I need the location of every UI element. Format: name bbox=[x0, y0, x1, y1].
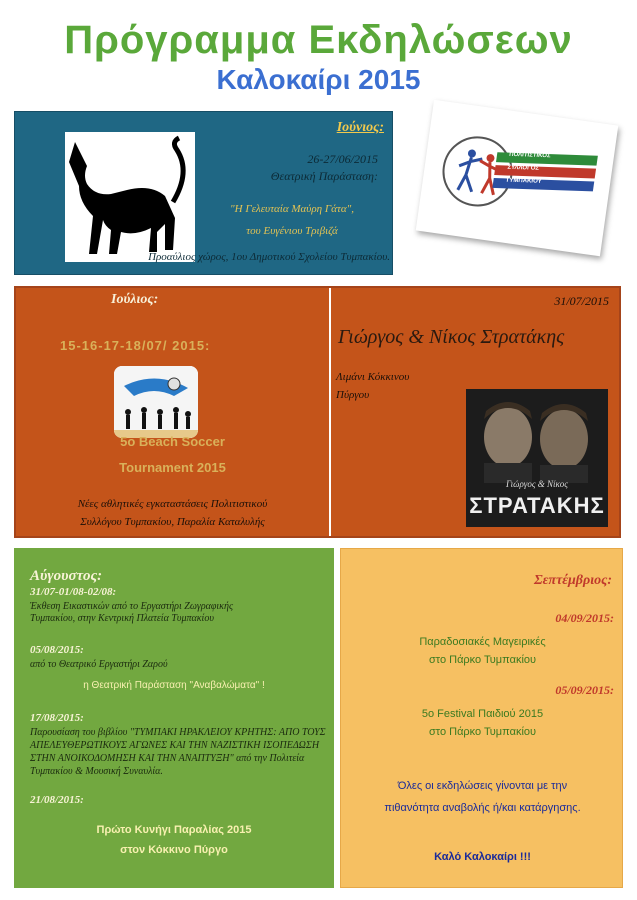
location-line-1: Λιμάνι Κόκκινου bbox=[336, 371, 410, 383]
august-month-label: Αύγουστος: bbox=[30, 568, 103, 584]
album-cover-image bbox=[466, 389, 608, 527]
september-event-1 bbox=[341, 633, 624, 669]
august-event-4-line1: Πρώτο Κυνήγι Παραλίας 2015 bbox=[96, 824, 252, 836]
september-event-1-line2: στο Πάρκο Τυμπακίου bbox=[428, 654, 537, 666]
cultural-association-logo bbox=[416, 100, 619, 257]
june-place: Προαύλιος χώρος, 1ου Δημοτικού Σχολείου Τυμπακίου. bbox=[148, 251, 390, 263]
september-event-1-line1: Παραδοσιακές Μαγειρικές bbox=[419, 636, 546, 648]
tournament-name-line1: 5o Beach Soccer bbox=[120, 434, 225, 449]
august-event-1-line2: Τυμπακίου, στην Κεντρική Πλατεία Τυμπακίου bbox=[30, 613, 214, 624]
september-section bbox=[340, 548, 623, 888]
logo-line-1: ΠΟΛΙΤΙΣΤΙΚΟΣ bbox=[508, 151, 551, 160]
september-date-1: 04/09/2015: bbox=[555, 611, 614, 625]
june-month-label: Ιούνιος: bbox=[336, 120, 384, 135]
note-line-1: Όλες οι εκδηλώσεις γίνονται με την bbox=[397, 780, 568, 792]
logo-line-2: ΣΥΛΛΟΓΟΣ bbox=[506, 164, 540, 172]
logo-text bbox=[505, 149, 552, 189]
page-subtitle: Καλοκαίρι 2015 bbox=[216, 64, 421, 95]
august-event-1-line1: Έκθεση Εικαστικών από το Εργαστήρι Ζωγραφικής bbox=[30, 601, 234, 612]
july-section bbox=[14, 286, 621, 538]
august-date-4: 21/08/2015: bbox=[30, 794, 84, 806]
june-section bbox=[14, 111, 393, 275]
august-event-2-title: η Θεατρική Παράσταση "Αναβαλώματα" ! bbox=[83, 680, 265, 691]
farewell-text: Καλό Καλοκαίρι !!! bbox=[434, 851, 531, 863]
page-title: Πρόγραμμα Εκδηλώσεων bbox=[64, 18, 573, 62]
note-line-2: πιθανότητα αναβολής ή/και κατάργησης. bbox=[384, 802, 581, 814]
september-event-2 bbox=[341, 705, 624, 741]
july-tournament-dates: 15-16-17-18/07/ 2015: bbox=[60, 338, 211, 353]
album-name: ΣΤΡΑΤΑΚΗΣ bbox=[469, 493, 605, 518]
august-event-3: Παρουσίαση του βιβλίου "ΤΥΜΠΑΚΙ ΗΡΑΚΛΕΙΟΥ ΚΡΗΤΗΣ: ΑΠΟ ΤΟΥΣ ΑΠΕΛΕΥΘΕΡΩΤΙΚΟΥΣ ΑΓΩΝΕΣ ΚΑΙ ΤΗΝ ΝΑΖΙΣΤΙΚΗ ΙΣΟΠΕΔΩΣΗ ΣΤΗΝ ΑΝΟΙΚΟΔΟΜΗΣΗ ΚΑΙ ΤΗΝ ΑΝΑΠΤΥΞΗ" από την Πολιτεία Τυμπακίου & Μουσική Συναυλία. bbox=[30, 727, 326, 777]
september-date-2: 05/09/2015: bbox=[555, 683, 614, 697]
concert-date: 31/07/2015 bbox=[554, 294, 609, 308]
location-line-2: Πύργου bbox=[336, 389, 370, 401]
july-divider bbox=[329, 288, 331, 536]
concert-location bbox=[336, 368, 409, 404]
august-event-2: από το Θεατρικό Εργαστήρι Ζαρού bbox=[30, 659, 168, 670]
august-section bbox=[14, 548, 334, 888]
september-note bbox=[341, 775, 624, 819]
august-date-3: 17/08/2015: bbox=[30, 712, 84, 724]
august-date-1: 31/07-01/08-02/08: bbox=[30, 586, 117, 598]
september-event-2-line1: 5ο Festival Παιδιού 2015 bbox=[421, 708, 544, 720]
june-play-author: του Ευγένιου Τριβιζά bbox=[246, 225, 338, 237]
august-event-4-line2: στον Κόκκινο Πύργο bbox=[120, 844, 228, 856]
september-event-2-line2: στο Πάρκο Τυμπακίου bbox=[428, 726, 537, 738]
august-date-2: 05/08/2015: bbox=[30, 644, 84, 656]
june-play-title bbox=[202, 198, 382, 242]
june-play-name: "Η Γελευταία Μαύρη Γάτα", bbox=[230, 203, 354, 215]
june-event-type: Θεατρική Παράσταση: bbox=[270, 169, 378, 183]
black-cat-image bbox=[65, 132, 195, 262]
july-month-label: Ιούλιος: bbox=[111, 292, 159, 307]
beach-soccer-image bbox=[114, 366, 198, 438]
logo-line-3: ΤΥΜΠΑΚΙΟΥ bbox=[505, 177, 542, 185]
september-month-label: Σεπτέμβριος: bbox=[534, 573, 612, 588]
concert-artist: Γιώργος & Νίκος Στρατάκης bbox=[338, 326, 565, 348]
tournament-name-line2: Tournament 2015 bbox=[119, 460, 226, 475]
tournament-venue bbox=[16, 495, 329, 531]
album-caption: Γιώργος & Νίκος bbox=[506, 479, 568, 489]
venue-line-2: Συλλόγου Τυμπακίου, Παραλία Καταλυλής bbox=[80, 516, 265, 528]
june-date: 26-27/06/2015 bbox=[307, 152, 378, 166]
venue-line-1: Νέες αθλητικές εγκαταστάσεις Πολιτιστικού bbox=[77, 498, 268, 510]
